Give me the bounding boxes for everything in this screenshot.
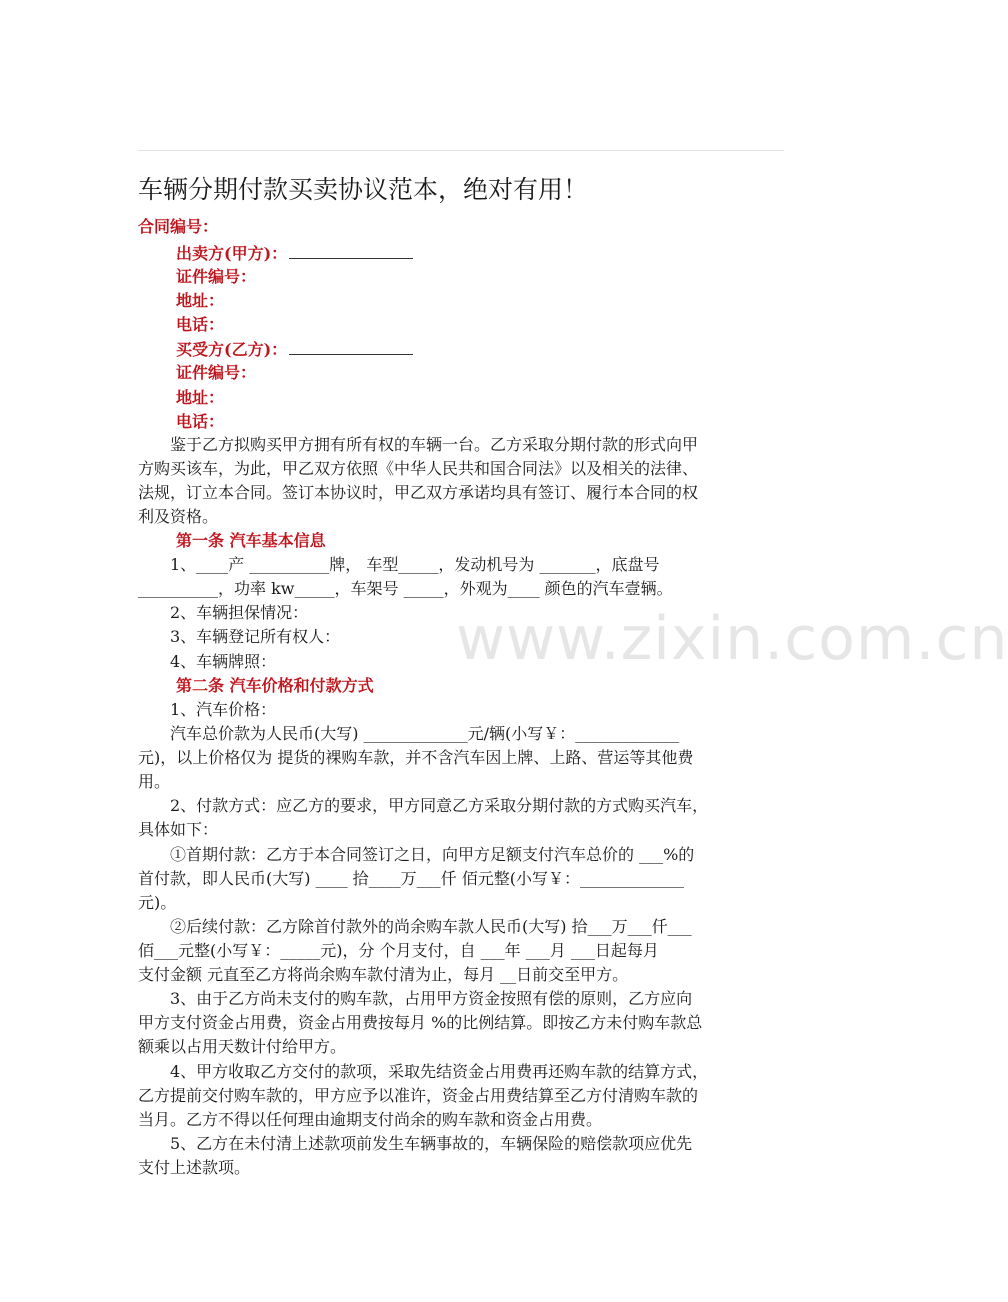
- price-line-2: 元)，以上价格仅为 提货的裸购车款，并不含汽车因上牌、上路、营运等其他费: [138, 748, 694, 767]
- buyer-label: 买受方(乙方)：: [176, 340, 288, 359]
- article-1-item-4: 4、车辆牌照：: [138, 652, 277, 671]
- occupancy-fee-line-3: 额乘以占用天数计付给甲方。: [138, 1037, 347, 1056]
- settlement-line-1: 4、甲方收取乙方交付的款项，采取先结资金占用费再还购车款的结算方式，: [138, 1062, 709, 1081]
- top-divider: [138, 150, 784, 151]
- article-1-item-2: 2、车辆担保情况：: [138, 603, 309, 622]
- seller-address-label: 地址：: [176, 291, 225, 310]
- accident-line-1: 5、乙方在未付清上述款项前发生车辆事故的，车辆保险的赔偿款项应优先: [138, 1134, 693, 1153]
- occupancy-fee-line-1: 3、由于乙方尚未支付的购车款，占用甲方资金按照有偿的原则，乙方应向: [138, 989, 693, 1008]
- installment-line-2: 佰___元整(小写￥：_____元)，分 个月支付，自 ___年 ___月 ___日起每月: [138, 941, 659, 960]
- down-payment-line-2: 首付款，即人民币(大写) ____ 拾____万___仟 佰元整(小写￥：_____________: [138, 869, 684, 888]
- buyer-blank: [289, 337, 413, 355]
- preamble-line-1: 鉴于乙方拟购买甲方拥有所有权的车辆一台。乙方采取分期付款的形式向甲: [138, 435, 699, 454]
- article-1-item-1-line-2: __________，功率 kw_____，车架号 _____，外观为____ 颜色的汽车壹辆。: [138, 579, 673, 598]
- payment-method-line-1: 2、付款方式：应乙方的要求，甲方同意乙方采取分期付款的方式购买汽车，: [138, 796, 709, 815]
- buyer-id-label: 证件编号：: [176, 363, 257, 382]
- article-1-item-1-line-1: 1、____产 __________牌， 车型_____，发动机号为 _______，底盘号: [138, 555, 660, 574]
- watermark: www.zixin.com.cn: [456, 604, 1008, 674]
- buyer-phone-label: 电话：: [176, 412, 225, 431]
- price-line-3: 用。: [138, 772, 171, 791]
- down-payment-line-3: 元)。: [138, 893, 177, 912]
- installment-line-1: ②后续付款：乙方除首付款外的尚余购车款人民币(大写) 拾___万___仟___: [138, 917, 692, 936]
- price-line-1: 汽车总价款为人民币(大写) _____________元/辆(小写￥：_____________: [138, 724, 680, 743]
- seller-label: 出卖方(甲方)：: [176, 244, 288, 263]
- settlement-line-3: 当月。乙方不得以任何理由逾期支付尚余的购车款和资金占用费。: [138, 1110, 603, 1129]
- settlement-line-2: 乙方提前交付购车款的，甲方应予以准许，资金占用费结算至乙方付清购车款的: [138, 1086, 699, 1105]
- occupancy-fee-line-2: 甲方支付资金占用费，资金占用费按每月 %的比例结算。即按乙方未付购车款总: [138, 1013, 703, 1032]
- preamble-line-4: 利及资格。: [138, 507, 219, 526]
- buyer-address-label: 地址：: [176, 388, 225, 407]
- seller-id-label: 证件编号：: [176, 267, 257, 286]
- seller-field: [176, 241, 413, 266]
- accident-line-2: 支付上述款项。: [138, 1158, 251, 1177]
- article-1-item-3: 3、车辆登记所有权人：: [138, 627, 341, 646]
- buyer-field: [176, 337, 413, 362]
- section-1-heading: 第一条 汽车基本信息: [176, 531, 326, 550]
- seller-phone-label: 电话：: [176, 315, 225, 334]
- seller-blank: [289, 241, 413, 259]
- document-title: 车辆分期付款买卖协议范本，绝对有用！: [138, 175, 589, 204]
- contract-number-label: 合同编号：: [138, 217, 219, 236]
- section-2-heading: 第二条 汽车价格和付款方式: [176, 676, 374, 695]
- down-payment-line-1: ①首期付款：乙方于本合同签订之日，向甲方足额支付汽车总价的 ___%的: [138, 845, 695, 864]
- preamble-line-2: 方购买该车，为此，甲乙双方依照《中华人民共和国合同法》以及相关的法律、: [138, 459, 699, 478]
- payment-method-line-2: 具体如下：: [138, 820, 219, 839]
- preamble-line-3: 法规，订立本合同。签订本协议时，甲乙双方承诺均具有签订、履行本合同的权: [138, 483, 699, 502]
- installment-line-3: 支付金额 元直至乙方将尚余购车款付清为止，每月 __日前交至甲方。: [138, 965, 629, 984]
- article-2-item-1: 1、汽车价格：: [138, 700, 277, 719]
